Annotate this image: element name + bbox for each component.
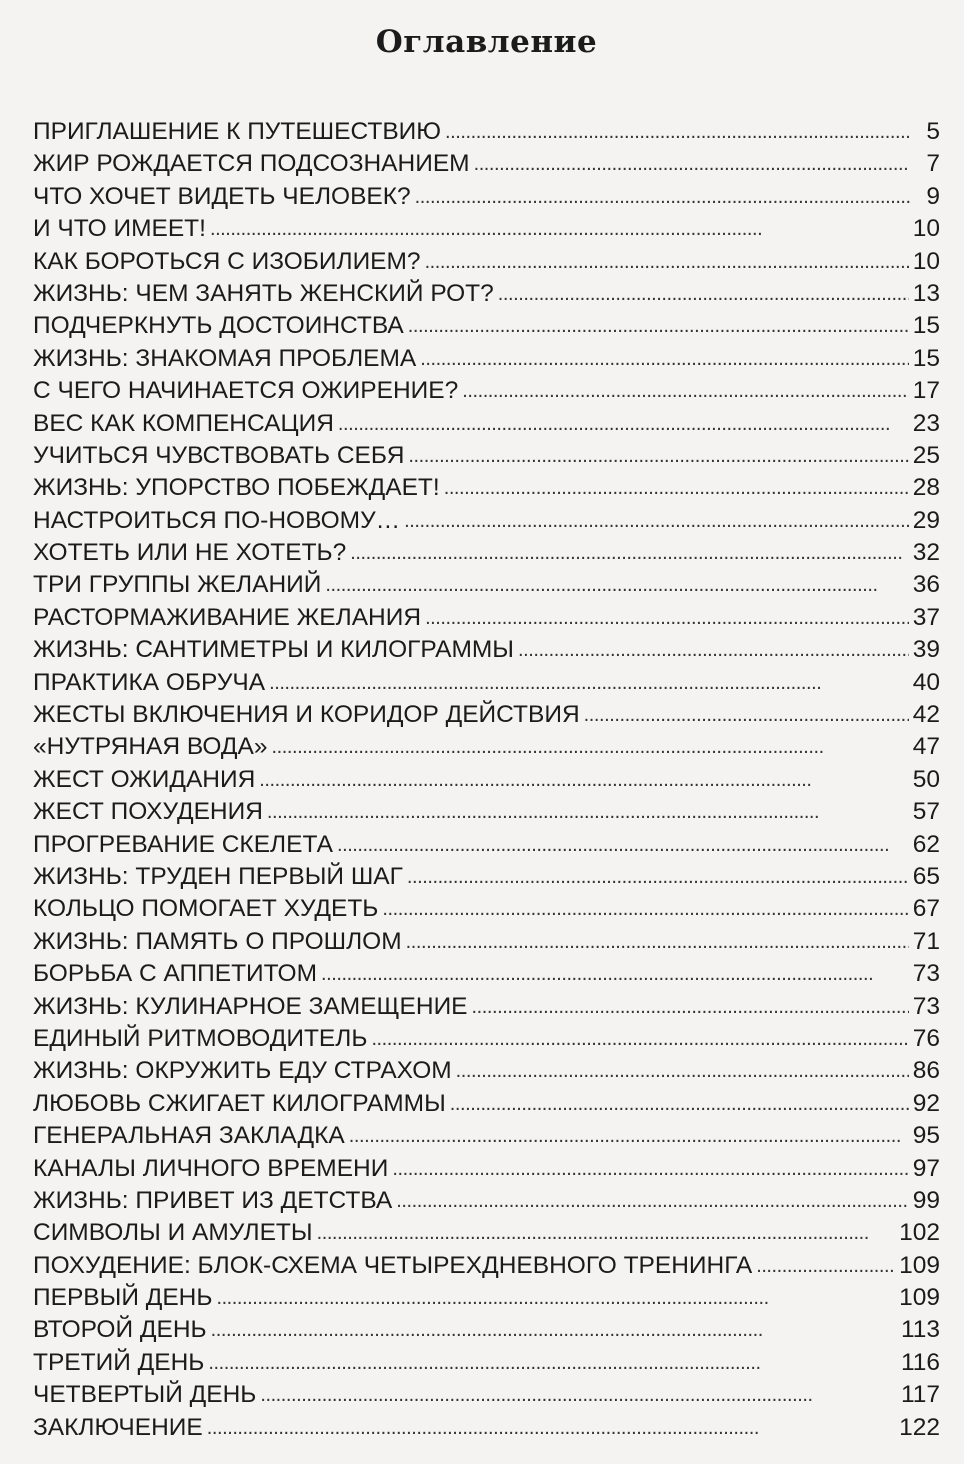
dot-leader bbox=[371, 1022, 908, 1055]
toc-entry-page-number: 97 bbox=[912, 1154, 940, 1182]
toc-entry-title: ПРИГЛАШЕНИЕ К ПУТЕШЕСТВИЮ bbox=[33, 118, 442, 145]
dot-leader bbox=[444, 471, 909, 504]
dot-leader bbox=[404, 504, 909, 537]
dot-leader bbox=[498, 277, 909, 310]
toc-entry-page-number: 113 bbox=[900, 1316, 940, 1344]
toc-entry-title: «НУТРЯНАЯ ВОДА» bbox=[33, 733, 268, 761]
toc-entry-title: ЖИЗНЬ: ПАМЯТЬ О ПРОШЛОМ bbox=[33, 927, 402, 955]
toc-entry-page-number: 28 bbox=[912, 474, 940, 502]
toc-entry-page-number: 29 bbox=[912, 506, 940, 534]
toc-entry bbox=[33, 1088, 940, 1120]
toc-entry-title: КАНАЛЫ ЛИЧНОГО ВРЕМЕНИ bbox=[33, 1154, 389, 1182]
toc-entry-title: КАК БОРОТЬСЯ С ИЗОБИЛИЕМ? bbox=[33, 247, 421, 275]
toc-entry-title: ХОТЕТЬ ИЛИ НЕ ХОТЕТЬ? bbox=[33, 539, 347, 567]
toc-entry bbox=[33, 634, 940, 666]
toc-entry bbox=[33, 537, 940, 569]
toc-entry bbox=[33, 1412, 940, 1444]
toc-entry-page-number: 13 bbox=[912, 279, 940, 307]
dot-leader bbox=[272, 730, 909, 763]
toc-entry-page-number: 40 bbox=[912, 668, 940, 696]
dot-leader bbox=[415, 180, 910, 213]
toc-entry bbox=[33, 699, 940, 731]
toc-entry bbox=[33, 1185, 940, 1217]
toc-entry-page-number: 32 bbox=[912, 539, 940, 567]
toc-entry-title: ТРЕТИЙ ДЕНЬ bbox=[33, 1348, 205, 1376]
toc-entry bbox=[33, 958, 940, 990]
dot-leader bbox=[456, 1054, 909, 1087]
toc-entry-page-number: 65 bbox=[912, 862, 940, 890]
toc-entry bbox=[33, 667, 940, 699]
toc-entry bbox=[33, 1314, 940, 1346]
toc-entry bbox=[33, 440, 940, 472]
table-of-contents bbox=[33, 116, 940, 1444]
toc-entry bbox=[33, 1379, 940, 1411]
dot-leader bbox=[267, 795, 909, 828]
toc-entry-title: ЖИЗНЬ: ПРИВЕТ ИЗ ДЕТСТВА bbox=[33, 1186, 393, 1214]
dot-leader bbox=[208, 1346, 897, 1379]
toc-entry-title: ПЕРВЫЙ ДЕНЬ bbox=[33, 1284, 213, 1312]
toc-entry-title: ВЕС КАК КОМПЕНСАЦИЯ bbox=[33, 409, 334, 437]
toc-entry-page-number: 50 bbox=[912, 765, 940, 793]
dot-leader bbox=[349, 1119, 909, 1152]
toc-entry bbox=[33, 1250, 940, 1282]
dot-leader bbox=[325, 568, 908, 601]
dot-leader bbox=[211, 1313, 897, 1346]
dot-leader bbox=[425, 601, 909, 634]
toc-entry-page-number: 5 bbox=[926, 118, 940, 145]
toc-entry-title: ЖИЗНЬ: ОКРУЖИТЬ ЕДУ СТРАХОМ bbox=[33, 1057, 452, 1085]
toc-entry bbox=[33, 861, 940, 893]
toc-entry bbox=[33, 569, 940, 601]
toc-entry-page-number: 73 bbox=[912, 992, 940, 1020]
toc-entry-page-number: 122 bbox=[899, 1413, 940, 1441]
toc-entry bbox=[33, 1055, 940, 1087]
dot-leader bbox=[269, 666, 909, 699]
toc-entry bbox=[33, 278, 940, 310]
toc-entry bbox=[33, 246, 940, 278]
toc-entry-title: ЧЕТВЕРТЫЙ ДЕНЬ bbox=[33, 1381, 257, 1409]
dot-leader bbox=[584, 698, 909, 731]
dot-leader bbox=[425, 245, 909, 278]
dot-leader bbox=[756, 1249, 895, 1282]
toc-entry bbox=[33, 796, 940, 828]
toc-entry-page-number: 71 bbox=[912, 927, 940, 955]
toc-entry-title: ЖИЗНЬ: ЗНАКОМАЯ ПРОБЛЕМА bbox=[33, 344, 417, 372]
toc-entry-page-number: 39 bbox=[912, 636, 940, 664]
toc-entry-page-number: 36 bbox=[912, 571, 940, 599]
dot-leader bbox=[408, 439, 908, 472]
toc-entry-title: И ЧТО ИМЕЕТ! bbox=[33, 215, 206, 243]
toc-entry bbox=[33, 408, 940, 440]
toc-entry bbox=[33, 764, 940, 796]
toc-entry-page-number: 86 bbox=[912, 1057, 940, 1085]
toc-entry bbox=[33, 375, 940, 407]
toc-entry-title: ЖИЗНЬ: КУЛИНАРНОЕ ЗАМЕЩЕНИЕ bbox=[33, 992, 468, 1020]
toc-entry bbox=[33, 505, 940, 537]
dot-leader bbox=[216, 1281, 895, 1314]
toc-entry bbox=[33, 116, 940, 148]
toc-entry-page-number: 9 bbox=[926, 182, 940, 210]
dot-leader bbox=[406, 925, 909, 958]
toc-entry bbox=[33, 148, 940, 180]
toc-entry-title: УЧИТЬСЯ ЧУВСТВОВАТЬ СЕБЯ bbox=[33, 441, 405, 469]
dot-leader bbox=[207, 1411, 895, 1444]
toc-entry bbox=[33, 213, 940, 245]
dot-leader bbox=[450, 1087, 909, 1120]
toc-entry-page-number: 76 bbox=[912, 1024, 940, 1052]
dot-leader bbox=[518, 633, 909, 666]
toc-entry-title: ПОДЧЕРКНУТЬ ДОСТОИНСТВА bbox=[33, 312, 404, 340]
toc-entry bbox=[33, 731, 940, 763]
toc-entry-page-number: 15 bbox=[912, 312, 940, 340]
toc-entry-title: ВТОРОЙ ДЕНЬ bbox=[33, 1316, 207, 1344]
toc-entry-page-number: 67 bbox=[912, 895, 940, 923]
toc-entry-title: С ЧЕГО НАЧИНАЕТСЯ ОЖИРЕНИЕ? bbox=[33, 377, 459, 405]
dot-leader bbox=[472, 990, 909, 1023]
toc-entry-page-number: 42 bbox=[912, 701, 940, 729]
toc-entry bbox=[33, 310, 940, 342]
toc-entry bbox=[33, 991, 940, 1023]
toc-entry-title: РАСТОРМАЖИВАНИЕ ЖЕЛАНИЯ bbox=[33, 603, 422, 631]
toc-entry-title: ЖЕСТЫ ВКЛЮЧЕНИЯ И КОРИДОР ДЕЙСТВИЯ bbox=[33, 701, 580, 729]
dot-leader bbox=[350, 536, 908, 569]
toc-entry-title: ТРИ ГРУППЫ ЖЕЛАНИЙ bbox=[33, 571, 322, 599]
toc-entry-title: ГЕНЕРАЛЬНАЯ ЗАКЛАДКА bbox=[33, 1122, 345, 1150]
toc-entry bbox=[33, 1347, 940, 1379]
toc-entry-title: СИМВОЛЫ И АМУЛЕТЫ bbox=[33, 1219, 313, 1247]
toc-entry-title: ЕДИНЫЙ РИТМОВОДИТЕЛЬ bbox=[33, 1024, 368, 1052]
toc-entry-title: ЖИЗНЬ: УПОРСТВО ПОБЕЖДАЕТ! bbox=[33, 474, 440, 502]
toc-entry-page-number: 92 bbox=[912, 1089, 940, 1117]
toc-entry-title: ЛЮБОВЬ СЖИГАЕТ КИЛОГРАММЫ bbox=[33, 1089, 446, 1117]
dot-leader bbox=[382, 892, 908, 925]
toc-entry-title: ЖИЗНЬ: ЧЕМ ЗАНЯТЬ ЖЕНСКИЙ РОТ? bbox=[33, 279, 494, 307]
toc-entry-page-number: 116 bbox=[900, 1348, 940, 1376]
toc-entry bbox=[33, 926, 940, 958]
toc-entry bbox=[33, 1120, 940, 1152]
dot-leader bbox=[462, 374, 909, 407]
toc-entry-title: ПРАКТИКА ОБРУЧА bbox=[33, 668, 266, 696]
toc-entry-page-number: 23 bbox=[912, 409, 940, 437]
toc-entry-page-number: 109 bbox=[899, 1284, 940, 1312]
toc-entry-title: БОРЬБА С АППЕТИТОМ bbox=[33, 960, 317, 988]
toc-entry bbox=[33, 1023, 940, 1055]
dot-leader bbox=[337, 828, 909, 861]
dot-leader bbox=[260, 1378, 897, 1411]
toc-entry-title: ЖИЗНЬ: ТРУДЕН ПЕРВЫЙ ШАГ bbox=[33, 862, 403, 890]
toc-entry-title: ЖИР РОЖДАЕТСЯ ПОДСОЗНАНИЕМ bbox=[33, 150, 470, 178]
toc-entry-page-number: 10 bbox=[912, 215, 940, 243]
dot-leader bbox=[408, 309, 909, 342]
dot-leader bbox=[474, 147, 910, 180]
toc-entry-page-number: 99 bbox=[912, 1186, 940, 1214]
toc-entry-page-number: 117 bbox=[900, 1381, 940, 1409]
dot-leader bbox=[259, 763, 908, 796]
toc-entry-page-number: 62 bbox=[912, 830, 940, 858]
toc-entry-page-number: 25 bbox=[912, 441, 940, 469]
page-title: Оглавление bbox=[375, 24, 598, 60]
toc-entry-page-number: 47 bbox=[912, 733, 940, 761]
toc-entry-page-number: 37 bbox=[912, 603, 940, 631]
dot-leader bbox=[317, 1216, 896, 1249]
toc-entry-page-number: 102 bbox=[899, 1219, 940, 1247]
toc-entry-page-number: 95 bbox=[912, 1122, 940, 1150]
toc-entry-page-number: 7 bbox=[926, 150, 940, 178]
toc-entry bbox=[33, 472, 940, 504]
dot-leader bbox=[420, 342, 908, 375]
toc-entry bbox=[33, 1282, 940, 1314]
toc-entry-title: ЧТО ХОЧЕТ ВИДЕТЬ ЧЕЛОВЕК? bbox=[33, 182, 411, 210]
toc-entry-page-number: 73 bbox=[912, 960, 940, 988]
dot-leader bbox=[445, 115, 910, 148]
toc-entry-page-number: 109 bbox=[899, 1251, 940, 1279]
toc-entry-title: КОЛЬЦО ПОМОГАЕТ ХУДЕТЬ bbox=[33, 895, 379, 923]
dot-leader bbox=[210, 212, 909, 245]
dot-leader bbox=[396, 1184, 908, 1217]
dot-leader bbox=[392, 1152, 908, 1185]
toc-entry-page-number: 57 bbox=[912, 798, 940, 826]
toc-entry-title: ПОХУДЕНИЕ: БЛОК-СХЕМА ЧЕТЫРЕХДНЕВНОГО ТРЕНИНГА bbox=[33, 1251, 753, 1279]
dot-leader bbox=[338, 407, 909, 440]
toc-entry bbox=[33, 893, 940, 925]
toc-entry bbox=[33, 1217, 940, 1249]
toc-entry-title: НАСТРОИТЬСЯ ПО-НОВОМУ… bbox=[33, 506, 401, 534]
toc-entry-page-number: 17 bbox=[912, 377, 940, 405]
toc-entry-title: ЖЕСТ ОЖИДАНИЯ bbox=[33, 765, 256, 793]
dot-leader bbox=[321, 957, 909, 990]
toc-entry-title: ПРОГРЕВАНИЕ СКЕЛЕТА bbox=[33, 830, 333, 858]
toc-entry-title: ЖЕСТ ПОХУДЕНИЯ bbox=[33, 798, 263, 826]
toc-entry-title: ЗАКЛЮЧЕНИЕ bbox=[33, 1413, 203, 1441]
toc-entry bbox=[33, 1153, 940, 1185]
toc-entry-title: ЖИЗНЬ: САНТИМЕТРЫ И КИЛОГРАММЫ bbox=[33, 636, 514, 664]
toc-entry bbox=[33, 181, 940, 213]
toc-entry bbox=[33, 829, 940, 861]
dot-leader bbox=[407, 860, 909, 893]
toc-entry-page-number: 10 bbox=[912, 247, 940, 275]
toc-entry-page-number: 15 bbox=[912, 344, 940, 372]
toc-entry bbox=[33, 602, 940, 634]
toc-entry bbox=[33, 343, 940, 375]
